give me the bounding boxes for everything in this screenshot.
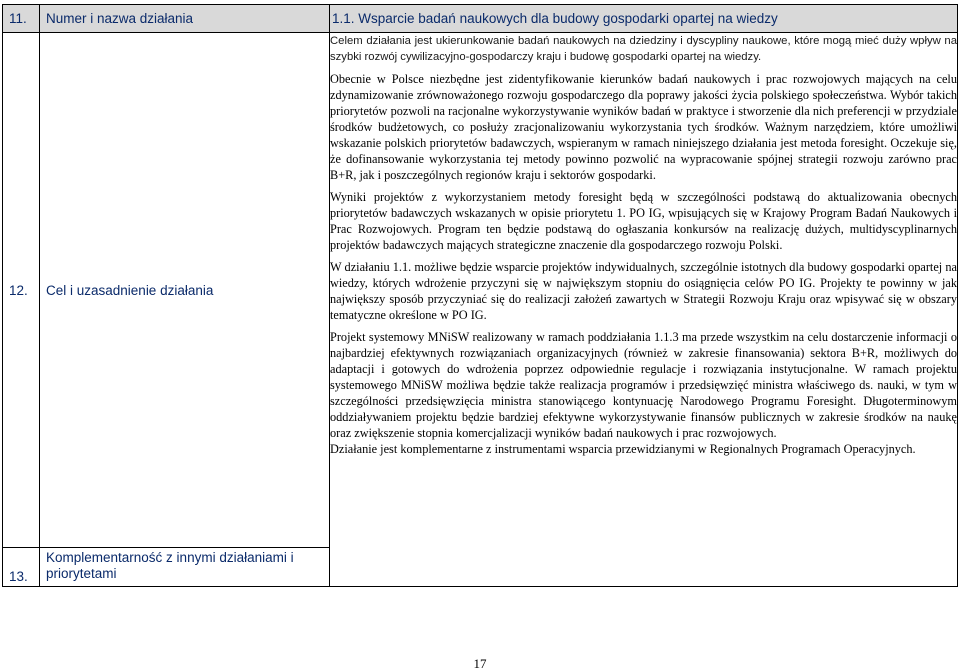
- paragraph-2: Obecnie w Polsce niezbędne jest zidentyfikowanie kierunków badań naukowych i prac rozwojowych mających na celu zdynamizowanie zrównoważonego rozwoju gospodarczego dla poprawy jakości życia polskiego społeczeństwa. Wybór takich priorytetów pozwoli na racjonalne wykorzystywanie wyników badań w praktyce i stworzenie dla nich preferencji w przydziale środków budżetowych, co posłuży zracjonalizowaniu wykorzystania tych środków. Ważnym narzędziem, które umożliwi wskazanie polskich priorytetów badawczych, wspieranym w ramach niniejszego działania jest metoda foresight. Oczekuje się, że dofinansowanie wykorzystania tej metody powinno pozwolić na wypracowanie spójnej strategii rozwoju zarówno prac B+R, jak i poszczególnych regionów kraju i sektorów gospodarki.: [330, 72, 957, 182]
- paragraph-4: W działaniu 1.1. możliwe będzie wsparcie projektów indywidualnych, szczególnie istotnych dla budowy gospodarki opartej na wiedzy, których wdrożenie przyczyni się w największym stopniu do osiągnięcia celów PO IG. Projekty te powinny w jak największy sposób przyczyniać się do realizacji założeń zawartych w Strategii Rozwoju Kraju oraz wpisywać się w obszary tematyczne określone w PO IG.: [330, 260, 957, 322]
- complementarity-label: Komplementarność z innymi działaniami i priorytetami: [40, 548, 330, 587]
- paragraph-3: Wyniki projektów z wykorzystaniem metody foresight będą w szczególności podstawą do aktualizowania obecnych priorytetów badawczych wskazanych w opisie priorytetu 1. PO IG, wpisujących się w Krajowy Program Badań Naukowych i Prac Rozwojowych. Program ten będzie podstawą do ogłaszania konkursów na realizację dużych, multidyscyplinarnych projektów badawczych mających strategiczne znaczenie dla gospodarczego rozwoju Polski.: [330, 190, 957, 252]
- paragraph-6: Działanie jest komplementarne z instrumentami wsparcia przewidzianymi w Regionalnych Programach Operacyjnych.: [330, 442, 916, 456]
- paragraph-5: Projekt systemowy MNiSW realizowany w ramach poddziałania 1.1.3 ma przede wszystkim na celu dostarczenie informacji o najbardziej efektywnych rozwiązaniach organizacyjnych (również w zakresie finansowania) sektora B+R, możliwych do adaptacji i gotowych do wdrożenia poprzez odpowiednie regulacje i rozwiązania instytucjonalne. W ramach projektu systemowego MNiSW możliwa będzie także realizacja programów i przedsięwzięć ministra właściwego ds. nauki, w tym w szczególności przedsięwzięcia ministra stanowiącego kontynuację Narodowego Programu Foresight. Długoterminowym oddziaływaniem projektu będzie bardziej efektywne wykorzystywanie finansów publicznych w zakresie środków na naukę oraz zwiększenie stopnia komercjalizacji wyników badań naukowych i prac rozwojowych.: [330, 330, 957, 440]
- complementarity-number: 13.: [3, 548, 40, 587]
- page-number: 17: [473, 656, 487, 671]
- header-number: 11.: [3, 5, 40, 33]
- header-label: Numer i nazwa działania: [40, 5, 330, 33]
- header-value: 1.1. Wsparcie badań naukowych dla budowy gospodarki opartej na wiedzy: [330, 5, 958, 33]
- document-table: [2, 4, 958, 587]
- goal-row: [3, 33, 958, 548]
- header-row: [3, 5, 958, 33]
- body-text: [330, 33, 958, 587]
- goal-label: Cel i uzasadnienie działania: [40, 33, 330, 548]
- goal-number: 12.: [3, 33, 40, 548]
- paragraph-1: Celem działania jest ukierunkowanie badań naukowych na dziedziny i dyscypliny naukowe, które mogą mieć duży wpływ na szybki rozwój cywilizacyjno-gospodarczy kraju i budowę gospodarki opartej na wiedzy.: [330, 35, 957, 63]
